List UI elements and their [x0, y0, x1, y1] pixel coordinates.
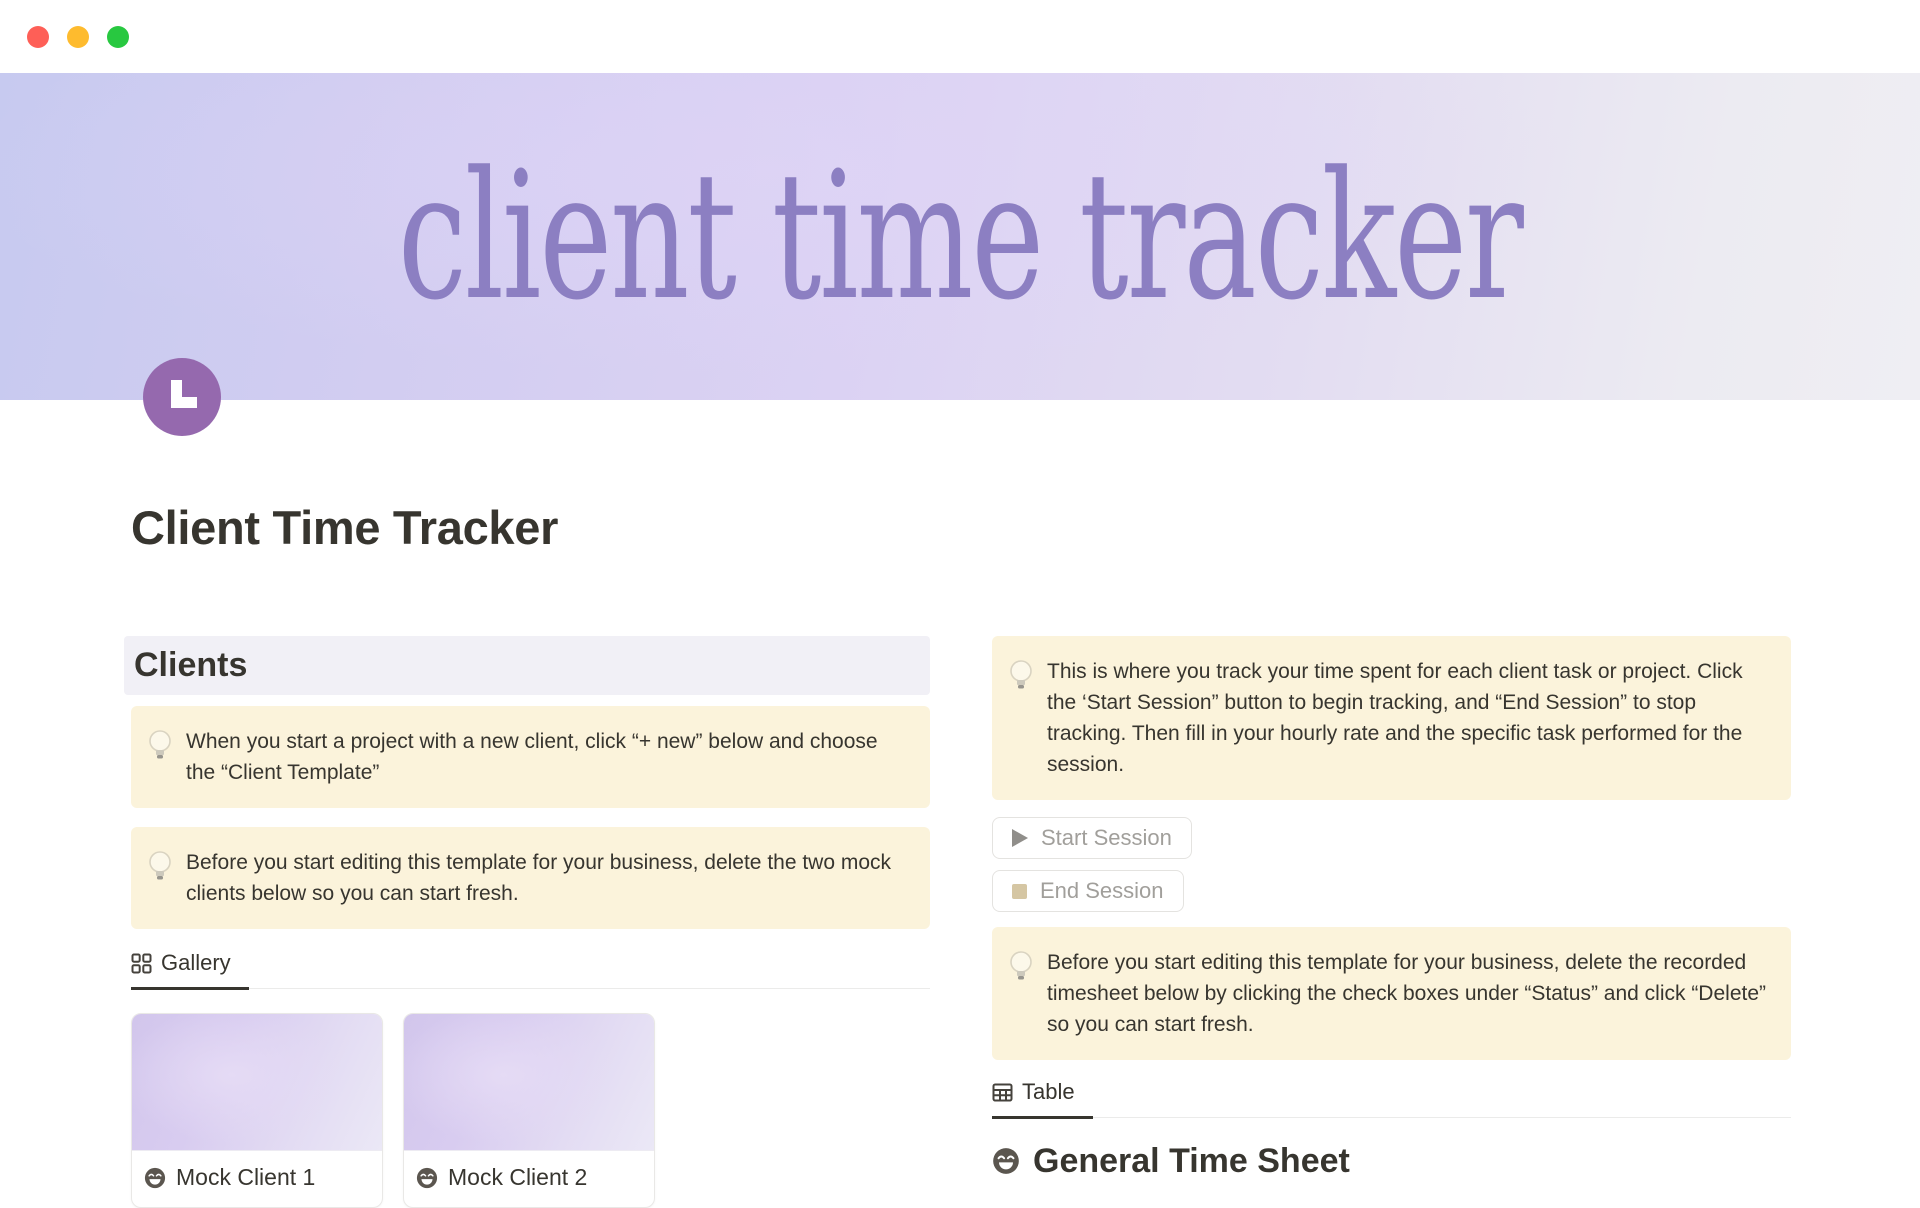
page-icon-avatar[interactable] [143, 358, 221, 436]
table-view-tabbar [992, 1079, 1791, 1118]
tab-label: Gallery [161, 950, 231, 975]
cover-banner [0, 73, 1920, 400]
lightbulb-icon [1008, 947, 1034, 1040]
minimize-window-button[interactable] [67, 26, 89, 48]
tab-gallery-view[interactable] [131, 950, 249, 990]
clock-icon [160, 375, 204, 419]
gallery-view-tabbar [131, 950, 930, 989]
two-column-layout [131, 636, 1791, 1208]
cover-banner-title: client time tracker [398, 133, 1522, 339]
client-card-mock-client-2[interactable] [403, 1013, 655, 1208]
stop-icon [1012, 884, 1027, 899]
callout-text: When you start a project with a new client, click “+ new” below and choose the “Client Template” [186, 730, 878, 784]
card-cover-image [404, 1014, 654, 1151]
client-card-mock-client-1[interactable] [131, 1013, 383, 1208]
button-label: Start Session [1041, 825, 1172, 850]
callout-delete-timesheet-tip [992, 927, 1791, 1060]
card-title: Mock Client 1 [176, 1164, 316, 1190]
clients-section-heading: Clients [124, 636, 930, 695]
close-window-button[interactable] [27, 26, 49, 48]
end-session-button[interactable] [992, 870, 1184, 912]
lightbulb-icon [147, 726, 173, 788]
general-time-sheet-row [992, 1140, 1791, 1182]
grinning-face-icon [144, 1167, 166, 1189]
left-column [131, 636, 930, 1208]
end-session-row [992, 870, 1791, 912]
callout-text: This is where you track your time spent for each client task or project. Click the ‘Start Session” button to begin tracking, and “End Session” to stop tracking. Then fill in your hourly rate and the specific task performed for the session. [1047, 660, 1743, 776]
table-icon [992, 1082, 1013, 1103]
lightbulb-icon [147, 847, 173, 909]
gallery-icon [131, 953, 152, 974]
button-label: End Session [1040, 878, 1164, 903]
window-titlebar [0, 0, 1920, 73]
grinning-face-icon [416, 1167, 438, 1189]
card-title: Mock Client 2 [448, 1164, 588, 1190]
callout-text: Before you start editing this template for your business, delete the recorded timesheet below by clicking the check boxes under “Status” and click “Delete” so you can start fresh. [1047, 951, 1767, 1036]
zoom-window-button[interactable] [107, 26, 129, 48]
card-cover-image [132, 1014, 382, 1151]
tab-label: Table [1022, 1079, 1075, 1104]
window-controls [27, 26, 129, 48]
right-column [992, 636, 1791, 1208]
callout-text: Before you start editing this template for your business, delete the two mock clients below so you can start fresh. [186, 851, 892, 905]
callout-time-tracking-tip [992, 636, 1791, 800]
start-session-row [992, 817, 1791, 859]
database-title: General Time Sheet [1033, 1142, 1350, 1180]
lightbulb-icon [1008, 656, 1034, 780]
client-gallery [131, 1013, 930, 1208]
grinning-face-icon [992, 1147, 1020, 1175]
page-title: Client Time Tracker [131, 501, 559, 554]
start-session-button[interactable] [992, 817, 1192, 859]
callout-delete-mock-clients-tip [131, 827, 930, 929]
page-body [0, 400, 1920, 1208]
tab-table-view[interactable] [992, 1079, 1093, 1119]
callout-new-client-tip [131, 706, 930, 808]
play-icon [1012, 829, 1028, 847]
